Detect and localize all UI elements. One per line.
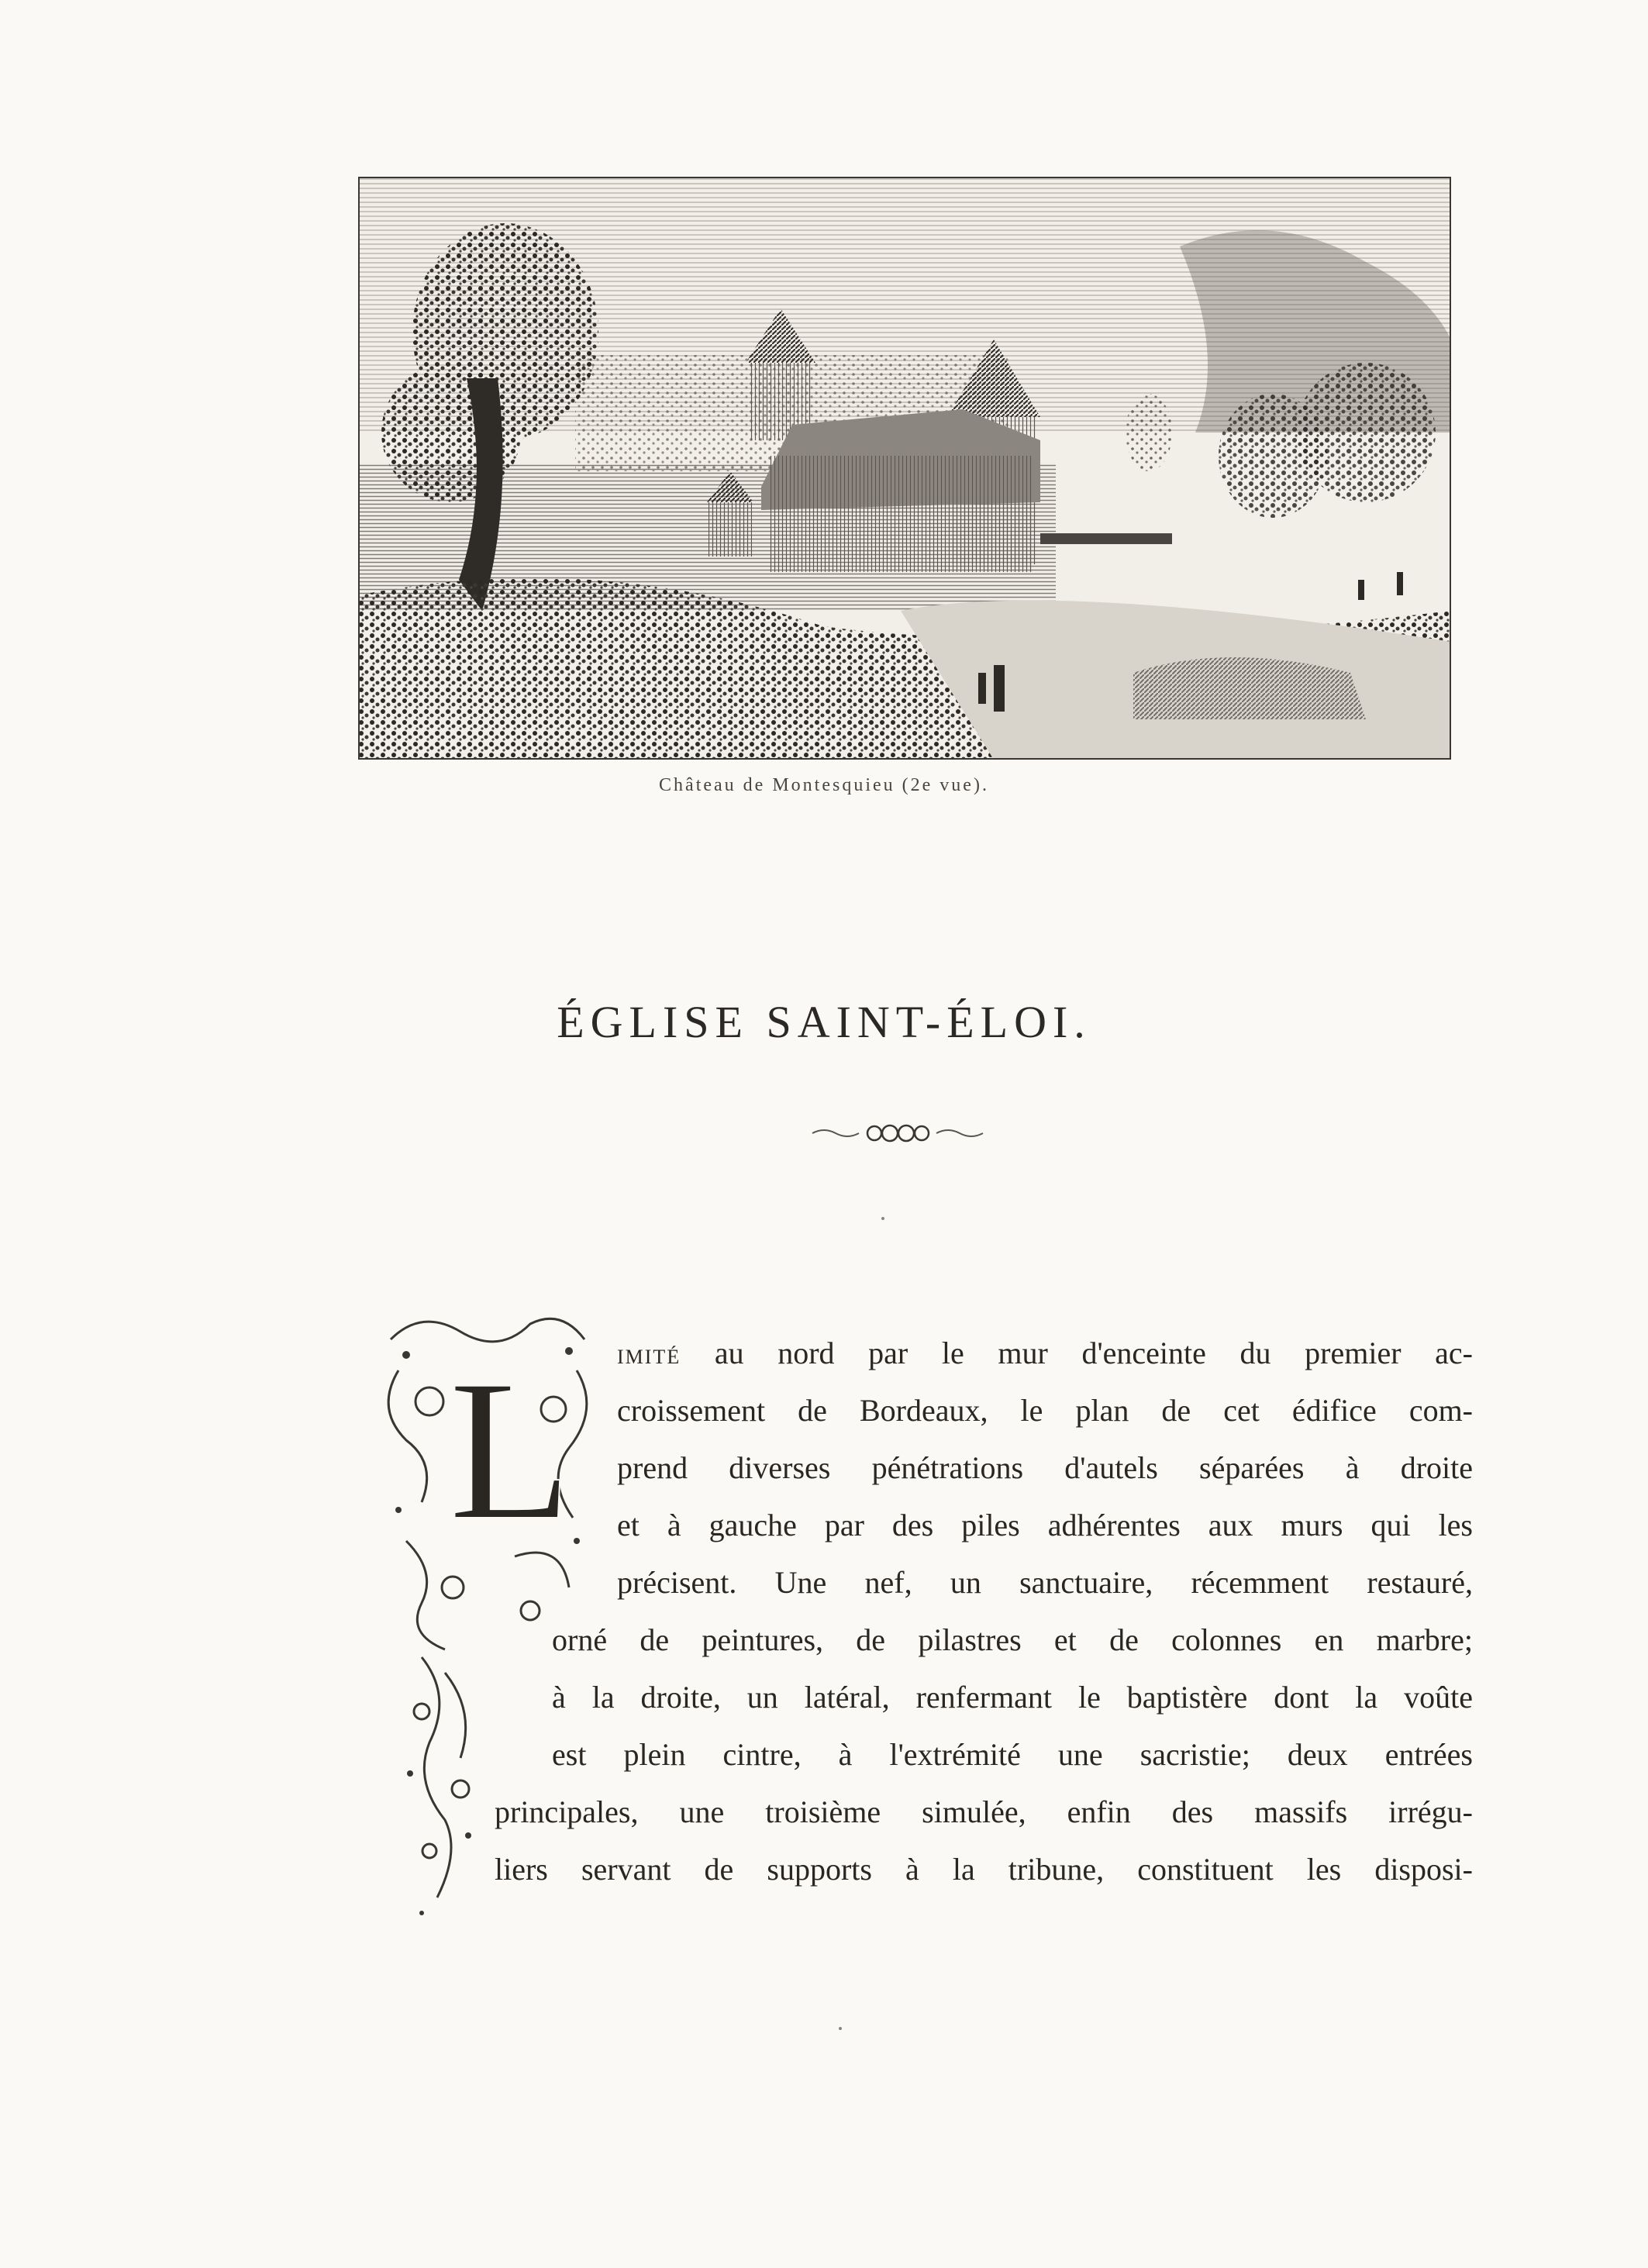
castle-engraving [358,177,1451,760]
text-line: à la droite, un latéral, renfermant le baptistère dont la voûte [552,1680,1473,1715]
decorative-dot [839,2027,842,2030]
first-word-smallcaps: IMITÉ [617,1346,681,1368]
text-line: est plein cintre, à l'extrémité une sacristie; deux entrées [552,1737,1473,1772]
text-line-content: au nord par le mur d'enceinte du premier ac- [714,1336,1474,1370]
dropcap-ornament [375,1308,600,1928]
dropcap-letter: L [449,1339,572,1562]
text-line: liers servant de supports à la tribune, constituent les disposi- [495,1852,1473,1887]
illustration-caption: Château de Montesquieu (2e vue). [659,775,989,795]
text-line: orné de peintures, de pilastres et de colonnes en marbre; [552,1622,1473,1657]
text-line [617,1335,1473,1376]
text-line: principales, une troisième simulée, enfin des massifs irrégu- [495,1794,1473,1829]
page-title: ÉGLISE SAINT-ÉLOI. [557,997,1091,1047]
title-ornament [808,1118,987,1149]
text-line: prend diverses pénétrations d'autels séparées à droite [617,1450,1473,1485]
text-line: croissement de Bordeaux, le plan de cet édifice com- [617,1393,1473,1428]
decorative-dot [881,1217,884,1220]
text-line: et à gauche par des piles adhérentes aux murs qui les [617,1508,1473,1542]
text-line: précisent. Une nef, un sanctuaire, récemment restauré, [617,1565,1473,1600]
